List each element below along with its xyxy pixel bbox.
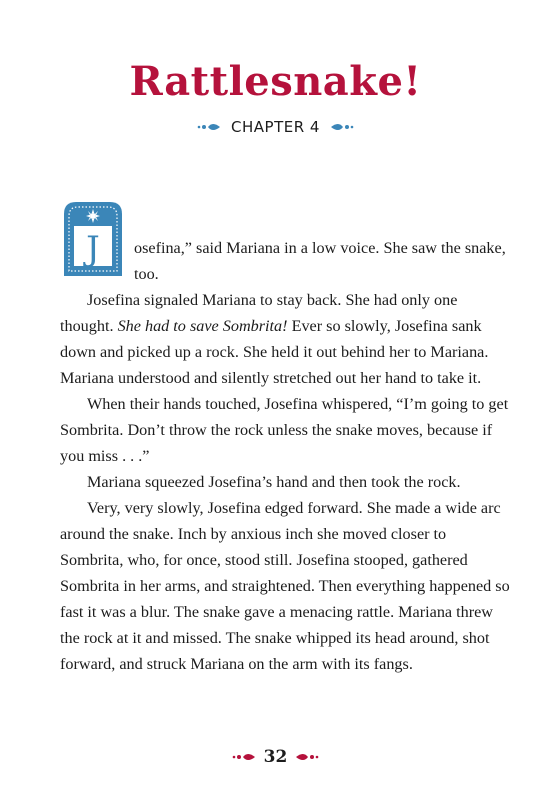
paragraph-1 [60,229,510,287]
chapter-label: CHAPTER 4 [231,118,320,136]
chapter-title: Rattlesnake! [129,58,422,105]
right-ornament-icon [330,122,354,132]
paragraph-2-before: Josefina signaled Mariana to stay back. She had only one thought. [60,291,458,335]
footer-right-ornament-icon [295,752,321,762]
footer-left-ornament-icon [230,752,256,762]
page-number: 32 [263,747,288,767]
paragraph-2-after: Ever so slowly, Josefina sank down and picked up a rock. She held it out behind her to Mariana. Mariana understood and silently stretched out her hand to take it. [60,317,489,387]
paragraph-2 [60,287,510,391]
paragraph-2-emphasis: She had to save Sombrita! [117,317,288,335]
page-footer [0,747,551,767]
paragraph-1-text: osefina,” said Mariana in a low voice. She saw the snake, too. [134,239,506,283]
paragraph-4: Mariana squeezed Josefina’s hand and then took the rock. [87,473,461,491]
chapter-body [60,229,510,677]
dropcap-letter: J [86,229,100,269]
left-ornament-icon [197,122,221,132]
dropcap-frame-icon [60,198,126,277]
paragraph-5: Very, very slowly, Josefina edged forward. She made a wide arc around the snake. Inch by anxious inch she moved closer to Sombrita, who, for once, stood still. Josefina stooped, gathered Sombrita in her arms, and straightened. Then everything happened so fast it was a blur. The snake gave a menacing rattle. Mariana threw the rock at it and missed. The snake whipped its head around, shot forward, and struck Mariana on the arm with its fangs. [60,499,510,673]
chapter-heading [0,118,551,136]
paragraph-3: When their hands touched, Josefina whispered, “I’m going to get Sombrita. Don’t throw the rock unless the snake moves, because if you miss . . .” [60,395,509,465]
